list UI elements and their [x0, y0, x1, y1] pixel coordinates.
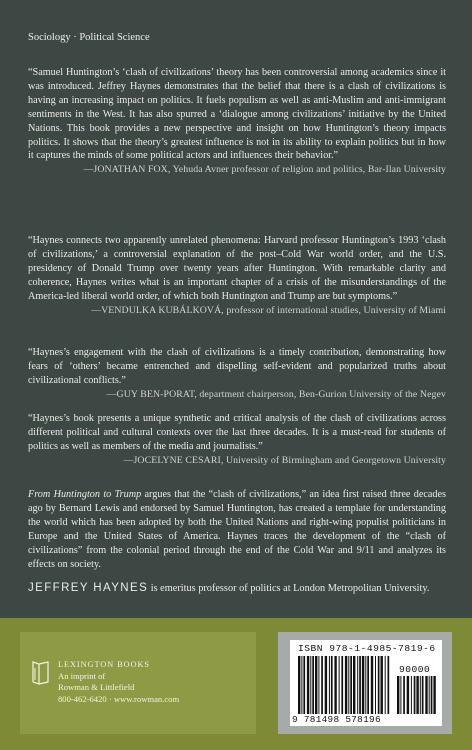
blurb-ben-porat	[28, 346, 446, 402]
publisher-name: LEXINGTON BOOKS	[58, 660, 150, 669]
blurb-quote: “Haynes’s book presents a unique synthetic and critical analysis of the clash of civilizations across different political and cultural contexts over the last three decades. It is a must-read for students of politics as well as members of the media and journalists.”	[28, 413, 446, 452]
book-description	[28, 488, 446, 571]
blurb-quote: “Haynes’s engagement with the clash of civilizations is a timely contribution, demonstrating how fears of ‘others’ became entrenched and dispelling self-evident and popularized truths about civilizational conflicts.”	[28, 347, 446, 386]
barcode-digits: 9 781498 578196	[292, 714, 381, 725]
blurb-kubalkova	[28, 234, 446, 317]
category-label: Sociology · Political Science	[28, 32, 150, 43]
blurb-attribution: —VENDULKA KUBÁLKOVÁ, professor of international studies, University of Miami	[91, 304, 446, 316]
publisher-parent: Rowman & Littlefield	[58, 682, 135, 692]
blurb-quote: “Haynes connects two apparently unrelated phenomena: Harvard professor Huntington’s 1993 ‘clash of civilizations,’ a controversial explanation of the post–Cold War world order, and the U.S. presidency of Donald Trump over twenty years after Huntington. With remarkable clarity and coherence, Haynes writes what is an important chapter of a crisis of the misunderstandings of the America-led liberal world order, of which both Huntington and Trump are but symptoms.”	[28, 235, 446, 302]
barcode-addon	[397, 676, 437, 714]
blurb-cesari	[28, 412, 446, 468]
barcode-main	[298, 656, 390, 714]
blurb-quote: “Samuel Huntington’s ‘clash of civilizations’ theory has been controversial among academics since it was introduced. Jeffrey Haynes demonstrates that the belief that there is a clash of civilizations is having an increasing impact on politics. It fuels populism as well as anti-Muslim and anti-immigrant sentiments in the West. It has also spurred a ‘dialogue among civilizations’ initiative by the United Nations. This book provides a new perspective and insight on how Huntington’s theory impacts politics. It shows that the theory’s greatest influence is not in its ability to explain politics but in how it captures the minds of some political actors and influences their behavior.”	[28, 67, 446, 162]
book-title: From Huntington to Trump	[28, 489, 142, 500]
blurb-attribution: —JOCELYNE CESARI, University of Birmingham and Georgetown University	[123, 454, 446, 466]
author-bio-text: is emeritus professor of politics at London Metropolitan University.	[148, 583, 430, 594]
author-name: JEFFREY HAYNES	[28, 582, 149, 594]
blurb-fox	[28, 66, 446, 177]
author-bio	[28, 582, 448, 594]
isbn-label: ISBN 978-1-4985-7819-6	[298, 643, 436, 654]
publisher-imprint-line: An imprint of	[58, 670, 106, 681]
publisher-info	[58, 659, 179, 705]
publisher-contact: 800-462-6420 · www.rowman.com	[58, 693, 180, 704]
description-text: argues that the “clash of civilizations,” an idea first raised three decades ago by Bernard Lewis and endorsed by Samuel Huntington, has created a template for understanding the world which has been adopted by both the United Nations and right-wing populist politicians in Europe and the United States of America. Haynes traces the development of the “clash of civilizations” from the colonial period through the end of the Cold War and 9/11 and analyzes its effects on society.	[28, 489, 446, 570]
publisher-logo-icon	[32, 660, 50, 686]
price-code: 90000	[399, 664, 431, 675]
blurb-attribution: —JONATHAN FOX, Yehuda Avner professor of religion and politics, Bar-Ilan University	[83, 164, 446, 176]
blurb-attribution: —GUY BEN-PORAT, department chairperson, Ben-Gurion University of the Negev	[106, 388, 446, 400]
